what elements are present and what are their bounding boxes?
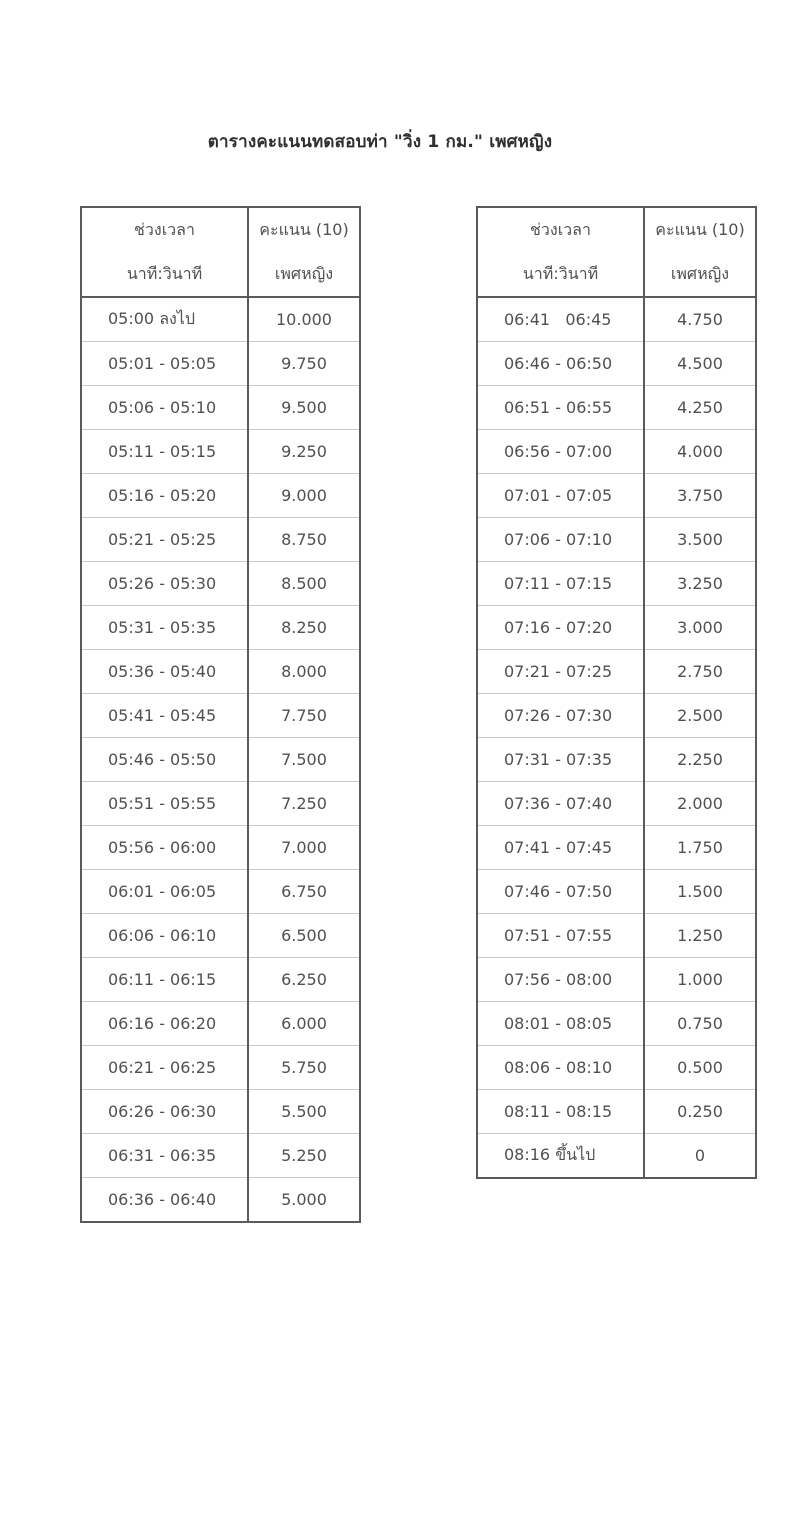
score-cell: 0.250 [644, 1090, 756, 1134]
table-row [477, 650, 756, 694]
score-cell: 5.500 [248, 1090, 360, 1134]
time-range-cell: 07:06 - 07:10 [477, 518, 644, 562]
time-range-cell: 05:31 - 05:35 [81, 606, 248, 650]
table-header-row [477, 207, 756, 297]
page-title: ตารางคะแนนทดสอบท่า "วิ่ง 1 กม." เพศหญิง [207, 132, 553, 152]
table-row [477, 782, 756, 826]
table-row [477, 826, 756, 870]
table-row [81, 474, 360, 518]
table-row [477, 1046, 756, 1090]
time-range-cell: 06:46 - 06:50 [477, 342, 644, 386]
time-range-cell: 05:16 - 05:20 [81, 474, 248, 518]
time-range-cell: 05:36 - 05:40 [81, 650, 248, 694]
table-row [477, 958, 756, 1002]
score-cell: 4.250 [644, 386, 756, 430]
score-cell: 9.500 [248, 386, 360, 430]
score-cell: 6.000 [248, 1002, 360, 1046]
table-row [81, 1002, 360, 1046]
table-row [477, 694, 756, 738]
score-cell: 2.250 [644, 738, 756, 782]
score-cell: 7.500 [248, 738, 360, 782]
score-cell: 4.000 [644, 430, 756, 474]
table-row [81, 1134, 360, 1178]
table-row [81, 1046, 360, 1090]
table-row [477, 297, 756, 342]
time-range-cell: 05:00 ลงไป [81, 297, 248, 342]
table-row [81, 342, 360, 386]
table-header-row [81, 207, 360, 297]
table-row [81, 297, 360, 342]
time-range-cell: 07:41 - 07:45 [477, 826, 644, 870]
score-column-header [644, 207, 756, 297]
score-cell: 6.750 [248, 870, 360, 914]
table-row [81, 870, 360, 914]
score-cell: 0.500 [644, 1046, 756, 1090]
table-row [477, 870, 756, 914]
score-cell: 5.250 [248, 1134, 360, 1178]
score-cell: 3.000 [644, 606, 756, 650]
table-row [477, 606, 756, 650]
table-row [81, 1178, 360, 1223]
time-range-cell: 05:56 - 06:00 [81, 826, 248, 870]
table-row [477, 562, 756, 606]
score-cell: 8.000 [248, 650, 360, 694]
time-range-cell: 07:16 - 07:20 [477, 606, 644, 650]
time-range-cell: 07:31 - 07:35 [477, 738, 644, 782]
time-range-cell: 06:26 - 06:30 [81, 1090, 248, 1134]
table-row [81, 914, 360, 958]
score-table-right [476, 206, 757, 1179]
table-row [477, 474, 756, 518]
score-cell: 9.750 [248, 342, 360, 386]
table-row [477, 518, 756, 562]
table-row [477, 386, 756, 430]
time-range-cell: 07:46 - 07:50 [477, 870, 644, 914]
time-header-line2: นาที:วินาที [522, 264, 599, 283]
table-row [81, 958, 360, 1002]
time-range-cell: 06:06 - 06:10 [81, 914, 248, 958]
time-range-cell: 05:26 - 05:30 [81, 562, 248, 606]
score-cell: 5.750 [248, 1046, 360, 1090]
time-range-cell: 05:11 - 05:15 [81, 430, 248, 474]
score-cell: 3.250 [644, 562, 756, 606]
score-table-left [80, 206, 361, 1223]
table-row [81, 430, 360, 474]
time-header-line1: ช่วงเวลา [530, 220, 591, 239]
time-range-cell: 06:21 - 06:25 [81, 1046, 248, 1090]
time-range-cell: 08:01 - 08:05 [477, 1002, 644, 1046]
time-range-cell: 08:06 - 08:10 [477, 1046, 644, 1090]
time-range-cell: 07:56 - 08:00 [477, 958, 644, 1002]
time-range-cell: 05:41 - 05:45 [81, 694, 248, 738]
time-range-cell: 08:11 - 08:15 [477, 1090, 644, 1134]
table-row [81, 518, 360, 562]
time-range-cell: 07:51 - 07:55 [477, 914, 644, 958]
time-range-cell: 06:56 - 07:00 [477, 430, 644, 474]
time-range-cell: 05:21 - 05:25 [81, 518, 248, 562]
score-cell: 4.750 [644, 297, 756, 342]
score-cell: 6.500 [248, 914, 360, 958]
table-row [477, 342, 756, 386]
time-range-cell: 05:51 - 05:55 [81, 782, 248, 826]
time-range-cell: 07:11 - 07:15 [477, 562, 644, 606]
score-cell: 6.250 [248, 958, 360, 1002]
time-header-line2: นาที:วินาที [126, 264, 203, 283]
time-column-header [81, 207, 248, 297]
table-row [477, 738, 756, 782]
time-range-cell: 07:26 - 07:30 [477, 694, 644, 738]
time-header-line1: ช่วงเวลา [134, 220, 195, 239]
time-range-cell: 05:01 - 05:05 [81, 342, 248, 386]
time-column-header [477, 207, 644, 297]
table-row [477, 1090, 756, 1134]
time-range-cell: 06:11 - 06:15 [81, 958, 248, 1002]
score-cell: 1.250 [644, 914, 756, 958]
table-row [477, 1134, 756, 1179]
time-range-cell: 07:21 - 07:25 [477, 650, 644, 694]
time-range-cell: 07:01 - 07:05 [477, 474, 644, 518]
score-header-line2: เพศหญิง [670, 264, 730, 283]
score-cell: 1.000 [644, 958, 756, 1002]
time-range-cell: 05:46 - 05:50 [81, 738, 248, 782]
score-header-line1: คะแนน (10) [259, 220, 349, 239]
time-range-cell: 07:36 - 07:40 [477, 782, 644, 826]
score-cell: 8.750 [248, 518, 360, 562]
table-row [477, 914, 756, 958]
score-cell: 7.250 [248, 782, 360, 826]
score-header-line1: คะแนน (10) [655, 220, 745, 239]
score-header-line2: เพศหญิง [274, 264, 334, 283]
score-cell: 2.000 [644, 782, 756, 826]
time-range-cell: 06:41 06:45 [477, 297, 644, 342]
score-cell: 2.500 [644, 694, 756, 738]
score-cell: 7.000 [248, 826, 360, 870]
score-cell: 9.000 [248, 474, 360, 518]
table-row [81, 562, 360, 606]
score-cell: 8.500 [248, 562, 360, 606]
table-row [81, 738, 360, 782]
score-cell: 9.250 [248, 430, 360, 474]
score-cell: 0.750 [644, 1002, 756, 1046]
score-cell: 8.250 [248, 606, 360, 650]
table-row [81, 826, 360, 870]
table-row [477, 1002, 756, 1046]
score-cell: 0 [644, 1134, 756, 1179]
table-row [477, 430, 756, 474]
table-row [81, 782, 360, 826]
time-range-cell: 06:31 - 06:35 [81, 1134, 248, 1178]
time-range-cell: 05:06 - 05:10 [81, 386, 248, 430]
score-cell: 5.000 [248, 1178, 360, 1223]
table-row [81, 386, 360, 430]
score-cell: 7.750 [248, 694, 360, 738]
score-cell: 4.500 [644, 342, 756, 386]
score-cell: 1.500 [644, 870, 756, 914]
table-row [81, 694, 360, 738]
score-cell: 3.750 [644, 474, 756, 518]
table-row [81, 650, 360, 694]
time-range-cell: 08:16 ขึ้นไป [477, 1134, 644, 1179]
score-cell: 10.000 [248, 297, 360, 342]
time-range-cell: 06:16 - 06:20 [81, 1002, 248, 1046]
score-cell: 3.500 [644, 518, 756, 562]
table-row [81, 606, 360, 650]
score-cell: 2.750 [644, 650, 756, 694]
time-range-cell: 06:51 - 06:55 [477, 386, 644, 430]
time-range-cell: 06:36 - 06:40 [81, 1178, 248, 1223]
table-row [81, 1090, 360, 1134]
score-column-header [248, 207, 360, 297]
score-cell: 1.750 [644, 826, 756, 870]
time-range-cell: 06:01 - 06:05 [81, 870, 248, 914]
